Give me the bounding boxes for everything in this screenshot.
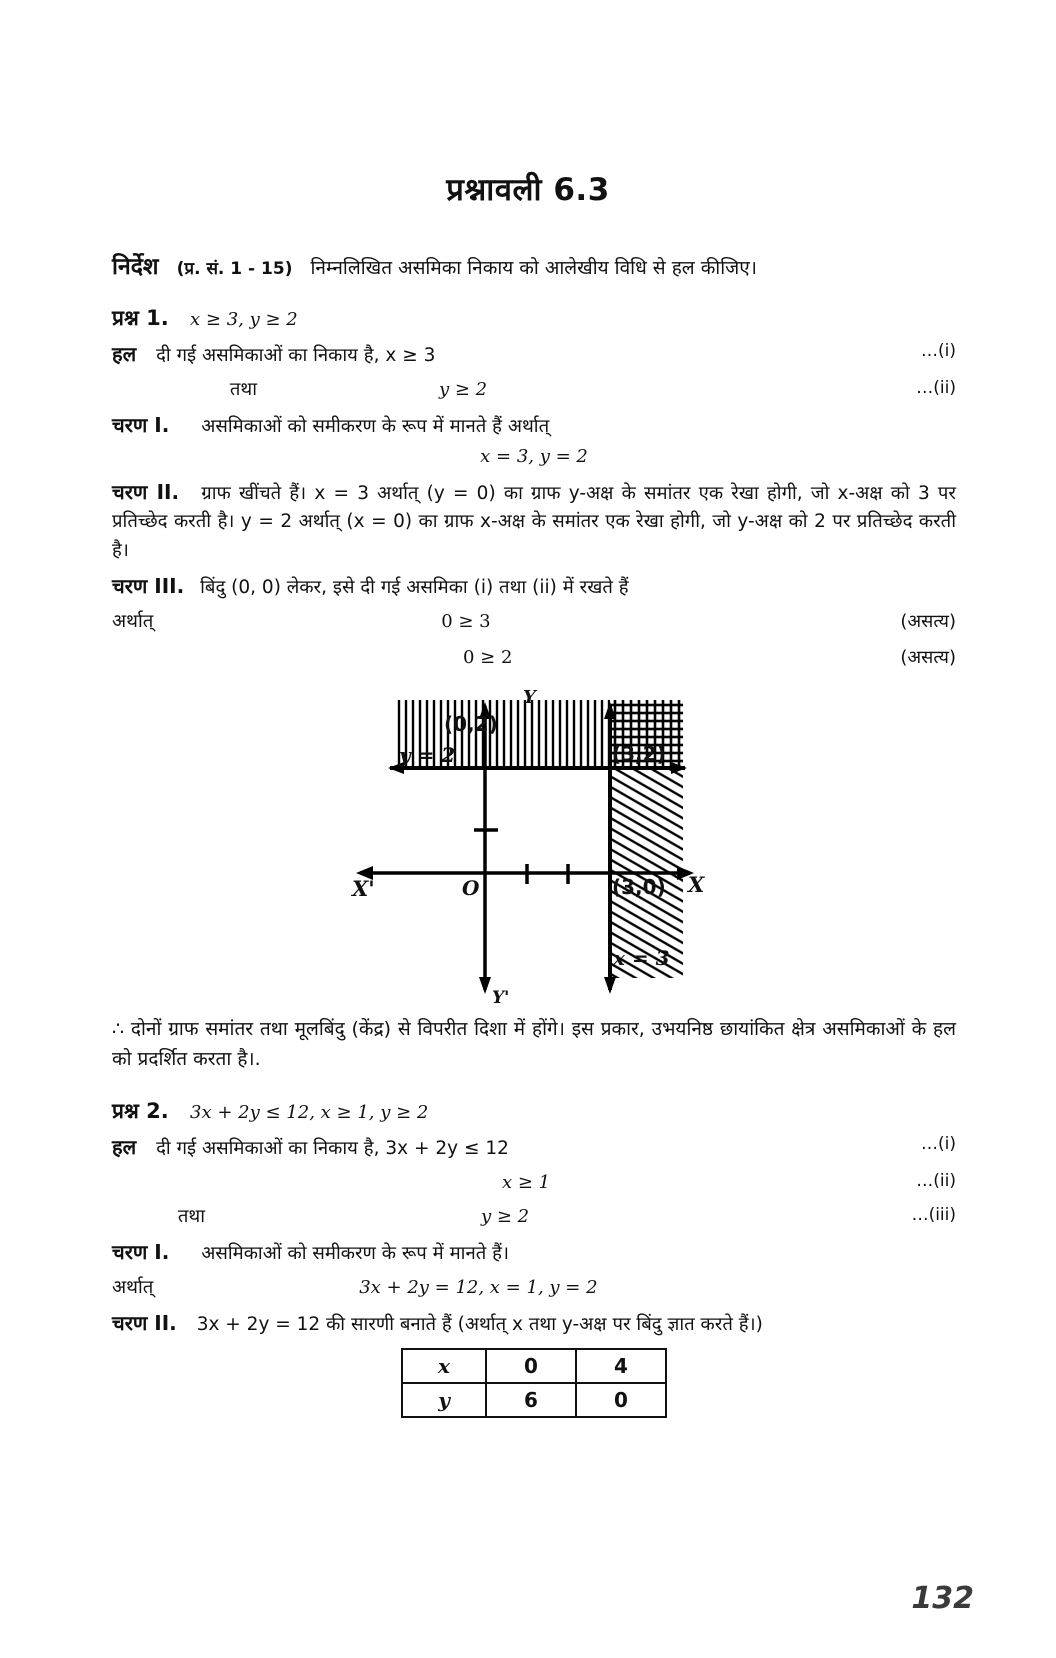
graph-axis-y-label: Y (523, 686, 536, 708)
values-table-wrap (112, 1348, 956, 1418)
question-2-label: प्रश्न 2. (112, 1098, 169, 1123)
equation-ref-i: …(i) (921, 340, 956, 361)
question-1-test-line-2 (112, 644, 956, 672)
equation-ref-2-i: …(i) (921, 1133, 956, 1154)
step-3-label: चरण III. (112, 573, 185, 598)
table-row (402, 1383, 666, 1417)
graph-container (0, 678, 1056, 1008)
step-2-text-2: 3x + 2y = 12 की सारणी बनाते हैं (अर्थात् x तथा y-अक्ष पर बिंदु ज्ञात करते हैं।) (196, 1314, 763, 1336)
step-1-label-2: चरण I. (112, 1240, 170, 1265)
question-1-step-2 (112, 477, 956, 564)
question-1-heading (112, 303, 956, 335)
page-content-lower (0, 1014, 1056, 1418)
question-2-heading (112, 1096, 956, 1128)
question-1-second-inequality (112, 376, 956, 404)
graph-line-x-label: x = 3 (613, 945, 670, 970)
step-1-text-2: असमिकाओं को समीकरण के रूप में मानते हैं। (201, 1243, 509, 1265)
equation-ref-ii: …(ii) (916, 377, 956, 398)
instruction-line (112, 250, 956, 285)
question-1-solution-line (112, 339, 956, 370)
graph-line-y-label: y = 2 (399, 742, 456, 767)
page-number: 132 (911, 1581, 974, 1616)
solution-label-2: हल (112, 1134, 137, 1159)
solution-text: दी गई असमिकाओं का निकाय है, x ≥ 3 (156, 344, 436, 366)
question-2-body: 3x + 2y ≤ 12, x ≥ 1, y ≥ 2 (190, 1101, 429, 1123)
inequality-2-3: y ≥ 2 (480, 1206, 530, 1228)
solution-text-2: दी गई असमिकाओं का निकाय है, 3x + 2y ≤ 12 (156, 1137, 509, 1159)
question-2-solution-line (112, 1132, 956, 1163)
step-2-text: ग्राफ खींचते हैं। x = 3 अर्थात् (y = 0) का ग्राफ y-अक्ष के समांतर एक रेखा होगी, जो x-अक्ष को 3 पर प्रतिच्छेद करती है। y = 2 अर्थात् (x = 0) का ग्राफ x-अक्ष के समांतर एक रेखा होगी, जो y-अक्ष को 2 पर प्रतिच्छेद करती है। (112, 483, 956, 561)
table-cell: 6 (486, 1383, 576, 1417)
question-2-inequality-2 (112, 1169, 956, 1197)
arthat-label-2: अर्थात् (112, 1277, 154, 1299)
table-row (402, 1349, 666, 1383)
table-cell: 4 (576, 1349, 666, 1383)
question-1-conclusion: ∴ दोनों ग्राफ समांतर तथा मूलबिंदु (केंद्र) से विपरीत दिशा में होंगे। इस प्रकार, उभयनिष्ठ छायांकित क्षेत्र असमिकाओं के हल को प्रदर्शित करता है।. (112, 1017, 956, 1070)
arthat-label: अर्थात् (112, 610, 154, 632)
equation-ref-2-ii: …(ii) (916, 1171, 956, 1191)
graph-point-0-2: (0,2) (444, 711, 498, 736)
question-2-step-1 (112, 1237, 956, 1268)
test-note-1: (असत्य) (900, 610, 956, 632)
page-content (0, 250, 1056, 672)
page-title: प्रश्नावली 6.3 (446, 172, 610, 208)
table-row-head: y (402, 1383, 486, 1417)
inequality-2: y ≥ 2 (438, 378, 488, 400)
step-1-text: असमिकाओं को समीकरण के रूप में मानते हैं अर्थात् (201, 416, 550, 438)
question-2-step-1-equation-line (112, 1274, 956, 1302)
tatha-label: तथा (229, 378, 258, 400)
graph-origin-label: O (462, 875, 480, 900)
question-2-inequality-3 (112, 1203, 956, 1231)
graph-point-3-2: (3,2) (612, 741, 666, 766)
graph-axis-x-neg-label: X' (352, 875, 375, 901)
equation-ref-2-iii: …(iii) (911, 1205, 956, 1226)
question-1-body: x ≥ 3, y ≥ 2 (190, 308, 298, 330)
question-1-label: प्रश्न 1. (112, 305, 169, 330)
instruction-text: निम्नलिखित असमिका निकाय को आलेखीय विधि से हल कीजिए। (310, 257, 757, 279)
step-2-label-2: चरण II. (112, 1311, 177, 1336)
graph-axis-y-neg-label: Y' (492, 987, 510, 1008)
step-3-text: बिंदु (0, 0) लेकर, इसे दी गई असमिका (i) तथा (ii) में रखते हैं (200, 576, 629, 598)
step-1-equation: x = 3, y = 2 (480, 446, 588, 468)
question-2-step-2 (112, 1308, 956, 1339)
test-note-2: (असत्य) (900, 646, 956, 668)
step-1-equation-2: 3x + 2y = 12, x = 1, y = 2 (359, 1277, 598, 1299)
test-value-2: 0 ≥ 2 (463, 646, 513, 668)
instruction-range: (प्र. सं. 1 - 15) (176, 259, 293, 279)
graph-axis-x-label: X (688, 871, 705, 897)
step-1-label: चरण I. (112, 413, 170, 438)
step-2-label: चरण II. (112, 480, 180, 505)
instruction-label: निर्देश (112, 254, 159, 280)
question-1-step-3 (112, 571, 956, 602)
table-row-head: x (402, 1349, 486, 1383)
table-cell: 0 (486, 1349, 576, 1383)
tatha-label-2: तथा (177, 1206, 206, 1228)
values-table (401, 1348, 667, 1418)
inequality-2-2: x ≥ 1 (502, 1172, 551, 1193)
question-1-step-1 (112, 410, 956, 441)
graph-point-3-0: (3,0) (612, 874, 666, 899)
solution-label: हल (112, 341, 137, 366)
table-cell: 0 (576, 1383, 666, 1417)
inequality-graph-1 (340, 678, 710, 1008)
test-value-1: 0 ≥ 3 (441, 610, 491, 632)
question-1-test-line-1 (112, 608, 956, 636)
